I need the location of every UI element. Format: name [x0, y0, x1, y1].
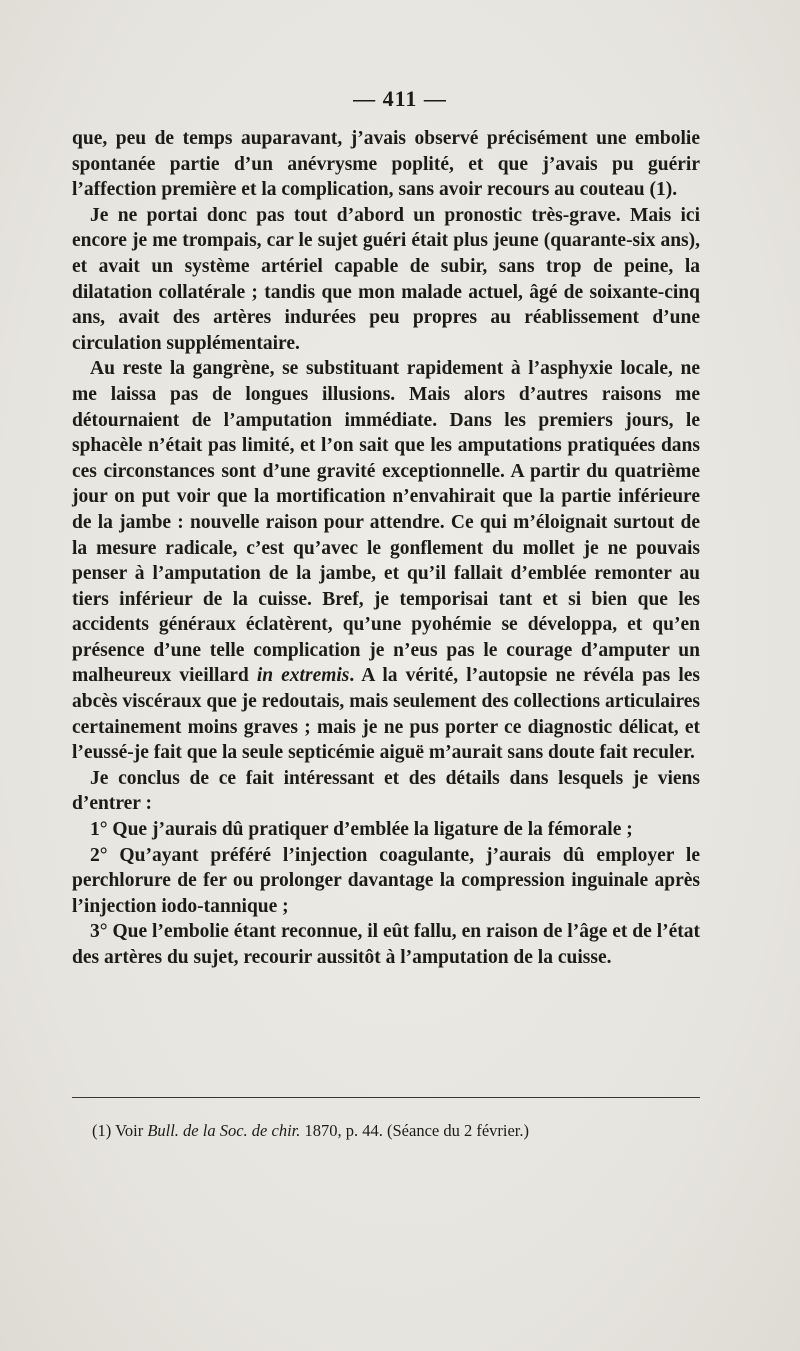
conclusion-2: 2° Qu’ayant préféré l’injection coagulante, j’aurais dû employer le perchlorure de fer ou prolonger davantage la compression inguinale après l’injection iodo-tannique ; — [72, 844, 700, 917]
paragraph-3-tail: . A la vérité, l’autopsie ne révéla pas les abcès viscéraux que je redoutais, mais seulement des collections articulaires certainement moins graves ; mais je ne pus porter ce diagnostic délicat, et l’eussé-je fait que la seule septicémie aiguë m’aurait sans doute fait reculer. — [72, 665, 701, 764]
conclusion-3: 3° Que l’embolie étant reconnue, il eût fallu, en raison de l’âge et de l’état des artères du sujet, recourir aussitôt à l’amputation de la cuisse. — [72, 921, 700, 968]
body-text — [72, 126, 700, 971]
page-number: — 411 — — [353, 86, 447, 111]
footnote-journal: Bull. de la Soc. de chir. — [147, 1121, 301, 1140]
footnote-suffix: 1870, p. 44. (Séance du 2 février.) — [300, 1121, 530, 1140]
footnote — [92, 1121, 700, 1141]
paragraph-4: Je conclus de ce fait intéressant et des détails dans lesquels je viens d’entrer : — [72, 767, 700, 815]
paragraph-1: que, peu de temps auparavant, j’avais observé précisément une embolie spontanée partie d’un anévrysme poplité, et que j’avais pu guérir l’affection première et la complication, sans avoir recours au couteau (1). — [72, 128, 700, 201]
paragraph-3 — [72, 356, 700, 766]
paragraph-2: Je ne portai donc pas tout d’abord un pronostic très-grave. Mais ici encore je me trompais, car le sujet guéri était plus jeune (quarante-six ans), et avait un système artériel capable de subir, sans trop de peine, la dilatation collatérale ; tandis que mon malade actuel, âgé de soixante-cinq ans, avait des artères indurées peu propres au réablissement d’une circulation supplémentaire. — [72, 204, 700, 354]
footnote-divider — [72, 1097, 700, 1098]
conclusion-1: 1° Que j’aurais dû pratiquer d’emblée la ligature de la fémorale ; — [90, 819, 633, 841]
italic-phrase: in extremis — [256, 665, 350, 687]
paragraph-3-text: Au reste la gangrène, se substituant rapidement à l’asphyxie locale, ne me laissa pas de longues illusions. Mais alors d’autres raisons me détournaient de l’amputation immédiate. Dans les premiers jours, le sphacèle n’était pas limité, et l’on sait que les amputations pratiquées dans ces circonstances sont d’une gravité exceptionnelle. A partir du quatrième jour on put voir que la mortification n’envahirait que la partie inférieure de la jambe : nouvelle raison pour attendre. Ce qui m’éloignait surtout de la mesure radicale, c’est qu’avec le gonflement du mollet je ne pouvais penser à l’amputation de la jambe, et qu’il fallait d’emblée remonter au tiers inférieur de la cuisse. Bref, je temporisai tant et si bien que les accidents généraux éclatèrent, qu’une pyohémie se développa, et qu’en présence d’une telle complication je n’eus pas le courage d’amputer un malheureux vieillard — [72, 358, 700, 687]
footnote-prefix: (1) Voir — [92, 1121, 148, 1140]
